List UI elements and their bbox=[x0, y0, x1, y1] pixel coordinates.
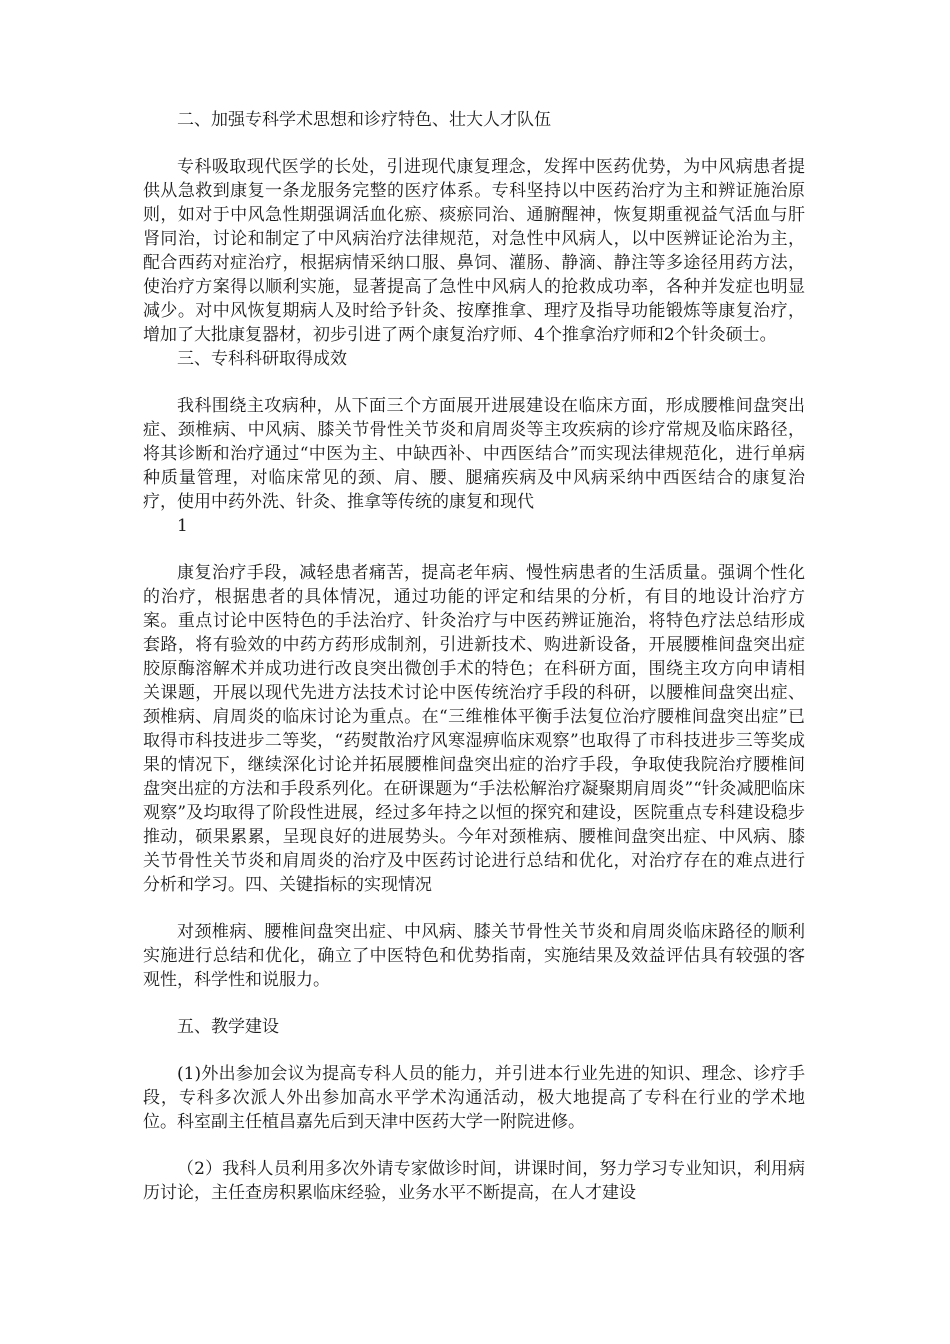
section-heading-5: 五、教学建设 bbox=[177, 1017, 279, 1037]
section-heading-2: 二、加强专科学术思想和诊疗特色、壮大人才队伍 bbox=[177, 110, 551, 130]
paragraph-teaching-1: (1)外出参加会议为提高专科人员的能力，并引进本行业先进的知识、理念、诊疗手段，专科多次派人外出参加高水平学术沟通活动，极大地提高了专科在行业的学术地位。科室副主任植昌嘉先后到天津中医药大学一附院进修。 bbox=[143, 1064, 805, 1132]
paragraph-research-part-1: 我科围绕主攻病种，从下面三个方面展开进展建设在临床方面，形成腰椎间盘突出症、颈椎病、中风病、膝关节骨性关节炎和肩周炎等主攻疾病的诊疗常规及临床路径，将其诊断和治疗通过“中医为主、中缺西补、中西医结合”而实现法律规范化，进行单病种质量管理，对临床常见的颈、肩、腰、腿痛疾病及中风病采纳中西医结合的康复治疗，使用中药外洗、针灸、推拿等传统的康复和现代 bbox=[143, 396, 805, 512]
paragraph-teaching-2: （2）我科人员利用多次外请专家做诊时间，讲课时间，努力学习专业知识，利用病历讨论，主任查房积累临床经验，业务水平不断提高，在人才建设 bbox=[143, 1159, 805, 1203]
page-number: 1 bbox=[177, 516, 188, 536]
paragraph-research-part-2: 康复治疗手段，减轻患者痛苦，提高老年病、慢性病患者的生活质量。强调个性化的治疗，根据患者的具体情况，通过功能的评定和结果的分析，有目的地设计治疗方案。重点讨论中医特色的手法治疗、针灸治疗与中医药辨证施治，将特色疗法总结形成套路，将有验效的中药方药形成制剂，引进新技术、购进新设备，开展腰椎间盘突出症胶原酶溶解术并成功进行改良突出微创手术的特色；在科研方面，围绕主攻方向申请相关课题，开展以现代先进方法技术讨论中医传统治疗手段的科研，以腰椎间盘突出症、颈椎病、肩周炎的临床讨论为重点。在“三维椎体平衡手法复位治疗腰椎间盘突出症”已取得市科技进步二等奖，“药熨散治疗风寒湿痹临床观察”也取得了市科技进步三等奖成果的情况下，继续深化讨论并拓展腰椎间盘突出症的治疗手段，争取使我院治疗腰椎间盘突出症的方法和手段系列化。在研课题为“手法松解治疗凝聚期肩周炎”“针灸减肥临床观察”及均取得了阶段性进展，经过多年持之以恒的探究和建设，医院重点专科建设稳步推动，硕果累累，呈现良好的进展势头。今年对颈椎病、腰椎间盘突出症、中风病、膝关节骨性关节炎和肩周炎的治疗及中医药讨论进行总结和优化，对治疗存在的难点进行分析和学习。四、关键指标的实现情况 bbox=[143, 563, 805, 895]
document-body bbox=[143, 108, 805, 1205]
paragraph-specialty-thinking: 专科吸取现代医学的长处，引进现代康复理念，发挥中医药优势，为中风病患者提供从急救到康复一条龙服务完整的医疗体系。专科坚持以中医药治疗为主和辨证施治原则，如对于中风急性期强调活血化瘀、痰瘀同治、通腑醒神，恢复期重视益气活血与肝肾同治，讨论和制定了中风病治疗法律规范，对急性中风病人，以中医辨证论治为主，配合西药对症治疗，根据病情采纳口服、鼻饲、灌肠、静滴、静注等多途径用药方法，使治疗方案得以顺利实施，显著提高了急性中风病人的抢救成功率，各种并发症也明显减少。对中风恢复期病人及时给予针灸、按摩推拿、理疗及指导功能锻炼等康复治疗，增加了大批康复器材，初步引进了两个康复治疗师、4个推拿治疗师和2个针灸硕士。 bbox=[143, 157, 805, 345]
paragraph-key-indicators: 对颈椎病、腰椎间盘突出症、中风病、膝关节骨性关节炎和肩周炎临床路径的顺利实施进行总结和优化，确立了中医特色和优势指南，实施结果及效益评估具有较强的客观性，科学性和说服力。 bbox=[143, 922, 805, 990]
section-heading-3: 三、专科科研取得成效 bbox=[177, 349, 347, 369]
